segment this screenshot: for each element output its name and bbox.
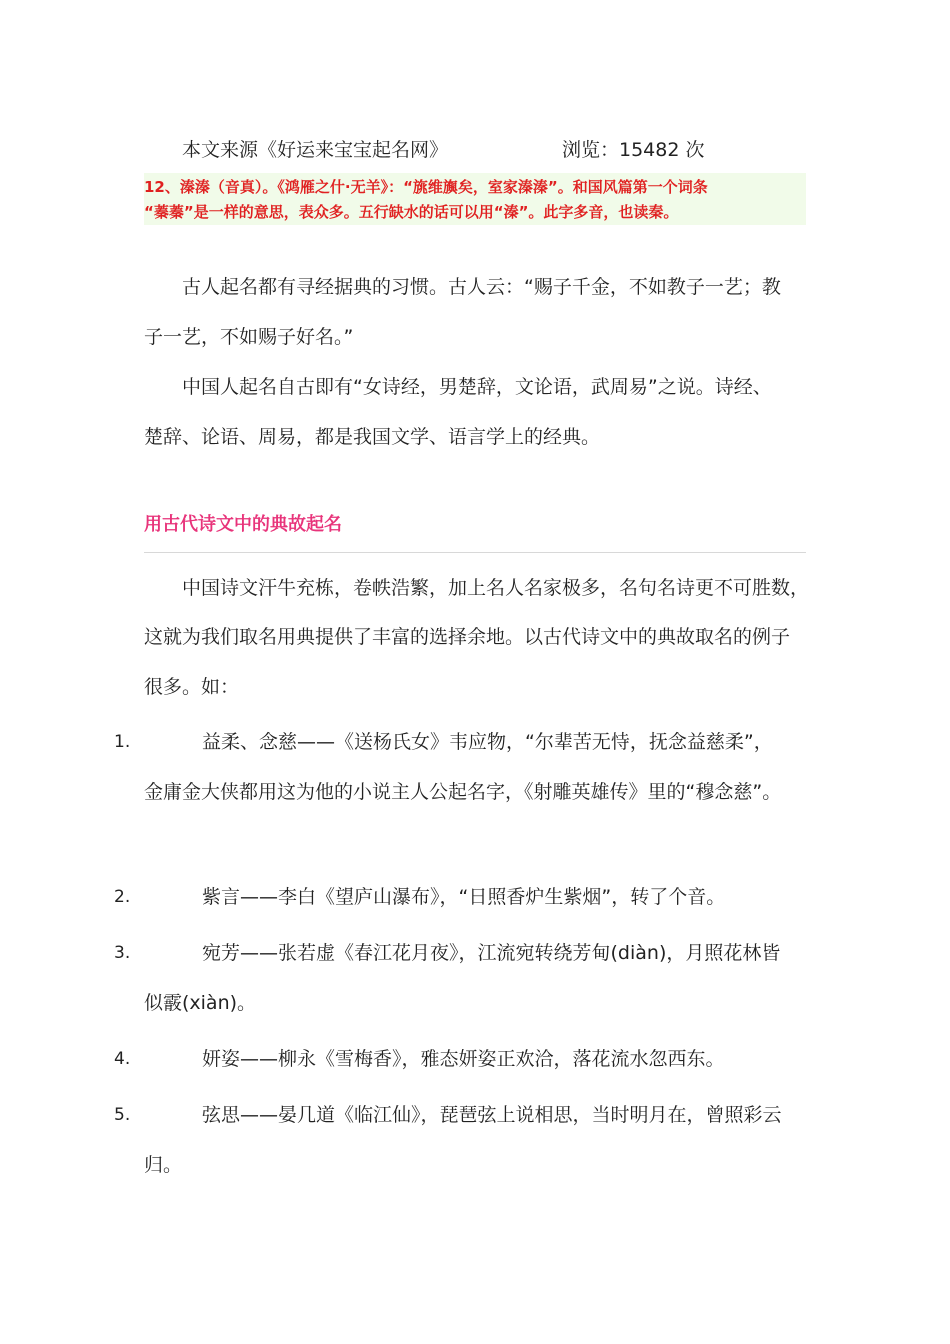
list-item-number: 4.	[114, 1049, 131, 1069]
list-item-number: 1.	[114, 732, 131, 752]
section-heading: 用古代诗文中的典故起名	[144, 514, 342, 535]
highlight-line: 12、溱溱（音真）。《鸿雁之什·无羊》：“旐维旟矣，室家溱溱”。和国风篇第一个词条	[144, 178, 708, 196]
list-item-text: 归。	[144, 1154, 183, 1176]
list-item-number: 5.	[114, 1105, 131, 1125]
intro-paragraph-line: 子一艺，不如赐子好名。”	[144, 326, 354, 348]
list-item-text: 妍姿——柳永《雪梅香》，雅态妍姿正欢洽，落花流水忽西东。	[202, 1048, 725, 1070]
list-item-text: 弦思——晏几道《临江仙》，琵琶弦上说相思，当时明月在，曾照彩云	[202, 1104, 782, 1126]
list-item-text: 似霰(xiàn)。	[144, 992, 257, 1014]
list-item-number: 2.	[114, 887, 131, 907]
list-item-text: 益柔、念慈——《送杨氏女》韦应物，“尔辈苦无恃，抚念益慈柔”，	[202, 731, 773, 753]
intro-paragraph-line: 楚辞、论语、周易，都是我国文学、语言学上的经典。	[144, 426, 601, 448]
list-item-text: 宛芳——张若虚《春江花月夜》，江流宛转绕芳甸(diàn)，月照花林皆	[202, 942, 781, 964]
list-item-number: 3.	[114, 943, 131, 963]
section-paragraph-line: 这就为我们取名用典提供了丰富的选择余地。以古代诗文中的典故取名的例子	[144, 626, 791, 648]
source-text: 本文来源《好运来宝宝起名网》	[182, 139, 449, 161]
intro-paragraph-line: 古人起名都有寻经据典的习惯。古人云：“赐子千金，不如教子一艺；教	[182, 276, 781, 298]
section-paragraph-line: 中国诗文汗牛充栋，卷帙浩繁，加上名人名家极多，名句名诗更不可胜数，	[182, 577, 810, 599]
list-item-text: 紫言——李白《望庐山瀑布》，“日照香炉生紫烟”，转了个音。	[202, 886, 726, 908]
list-item-text: 金庸金大侠都用这为他的小说主人公起名字，《射雕英雄传》里的“穆念慈”。	[144, 781, 782, 803]
section-paragraph-line: 很多。如：	[144, 676, 240, 698]
intro-paragraph-line: 中国人起名自古即有“女诗经，男楚辞，文论语，武周易”之说。诗经、	[182, 376, 772, 398]
highlight-note	[144, 173, 806, 225]
highlight-line: “蓁蓁”是一样的意思，表众多。五行缺水的话可以用“溱”。此字多音，也读秦。	[144, 203, 679, 221]
view-count: 浏览：15482 次	[562, 139, 705, 161]
heading-divider	[144, 552, 806, 553]
